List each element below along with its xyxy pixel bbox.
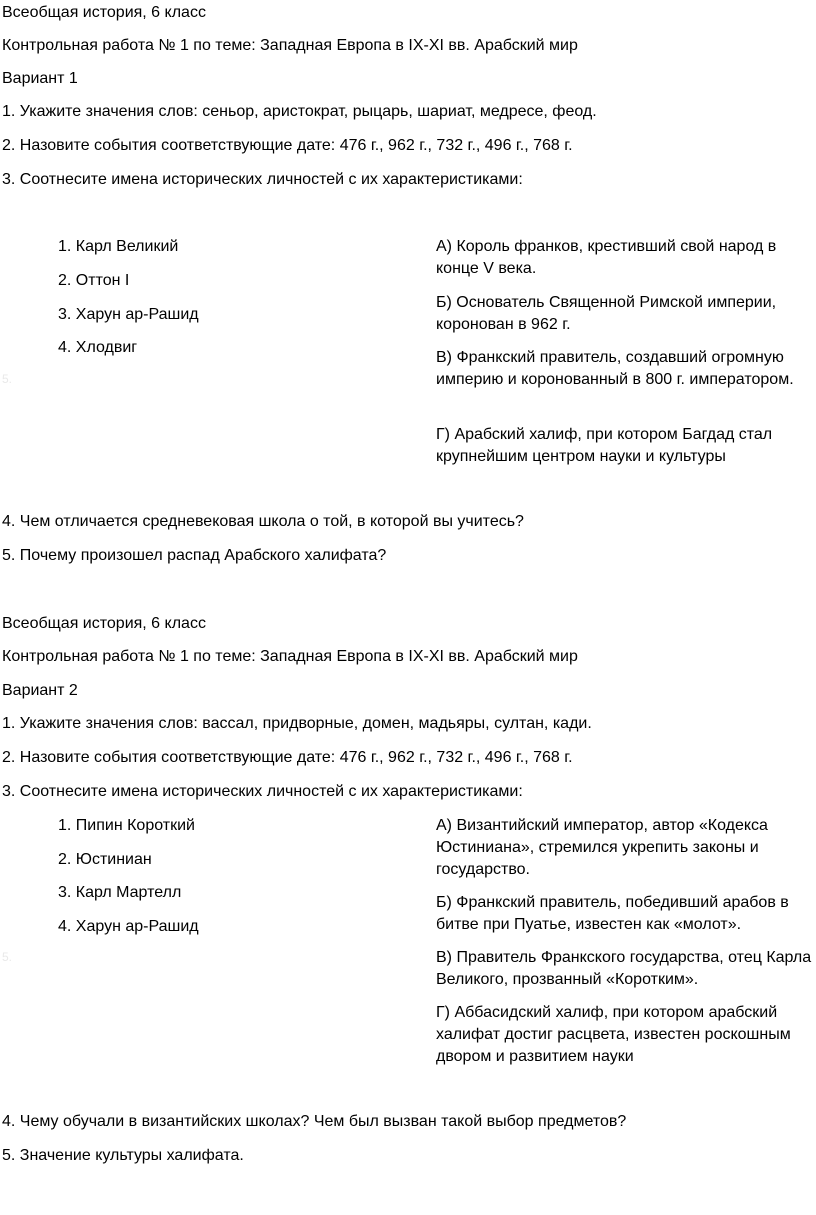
variant2-name-3: 3. Карл Мартелл: [58, 884, 182, 901]
variant2-question-1: 1. Укажите значения слов: вассал, придворные, домен, мадьяры, султан, кади.: [2, 715, 592, 732]
variant2-description-c: В) Правитель Франкского государства, отец Карла Великого, прозванный «Коротким».: [436, 949, 812, 988]
variant1-name-4: 4. Хлодвиг: [58, 339, 138, 356]
variant2-question-2: 2. Назовите события соответствующие дате: 476 г., 962 г., 732 г., 496 г., 768 г.: [2, 749, 573, 766]
variant2-test-title: Контрольная работа № 1 по теме: Западная Европа в IX-XI вв. Арабский мир: [2, 648, 578, 665]
variant1-name-3: 3. Харун ар-Рашид: [58, 306, 199, 323]
variant2-name-4: 4. Харун ар-Рашид: [58, 918, 199, 935]
variant2-name-2: 2. Юстиниан: [58, 851, 152, 868]
variant1-question-2: 2. Назовите события соответствующие дате: 476 г., 962 г., 732 г., 496 г., 768 г.: [2, 137, 573, 154]
variant1-question-3: 3. Соотнесите имена исторических личностей с их характеристиками:: [2, 171, 523, 188]
variant2-question-4: 4. Чему обучали в византийских школах? Чем был вызван такой выбор предметов?: [2, 1113, 627, 1130]
variant1-name-2: 2. Оттон I: [58, 272, 130, 289]
variant2-description-d: Г) Аббасидский халиф, при котором арабский халифат достиг расцвета, известен роскошным двором и развитием науки: [436, 1004, 791, 1065]
variant1-test-title: Контрольная работа № 1 по теме: Западная Европа в IX-XI вв. Арабский мир: [2, 37, 578, 54]
faint-mark: 5.: [2, 372, 13, 386]
variant2-question-3: 3. Соотнесите имена исторических личностей с их характеристиками:: [2, 783, 523, 800]
variant1-description-c: В) Франкский правитель, создавший огромную империю и коронованный в 800 г. императором.: [436, 349, 794, 388]
variant1-label: Вариант 1: [2, 70, 78, 87]
faint-mark-2: 5.: [2, 950, 13, 964]
variant1-description-d: Г) Арабский халиф, при котором Багдад стал крупнейшим центром науки и культуры: [436, 426, 773, 465]
variant1-course: Всеобщая история, 6 класс: [2, 4, 206, 21]
variant2-name-1: 1. Пипин Короткий: [58, 817, 195, 834]
variant2-question-5: 5. Значение культуры халифата.: [2, 1147, 244, 1164]
variant2-label: Вариант 2: [2, 682, 78, 699]
variant2-description-a: А) Византийский император, автор «Кодекса Юстиниана», стремился укрепить законы и государство.: [436, 817, 768, 878]
variant2-description-b: Б) Франкский правитель, победивший арабов в битве при Пуатье, известен как «молот».: [436, 894, 789, 933]
variant1-question-5: 5. Почему произошел распад Арабского халифата?: [2, 547, 387, 564]
variant1-question-1: 1. Укажите значения слов: сеньор, аристократ, рыцарь, шариат, медресе, феод.: [2, 103, 597, 120]
variant1-question-4: 4. Чем отличается средневековая школа о той, в которой вы учитесь?: [2, 513, 524, 530]
variant1-description-b: Б) Основатель Священной Римской империи, коронован в 962 г.: [436, 294, 777, 333]
variant1-description-a: А) Король франков, крестивший свой народ в конце V века.: [436, 238, 777, 277]
variant2-course: Всеобщая история, 6 класс: [2, 615, 206, 632]
variant1-name-1: 1. Карл Великий: [58, 238, 179, 255]
